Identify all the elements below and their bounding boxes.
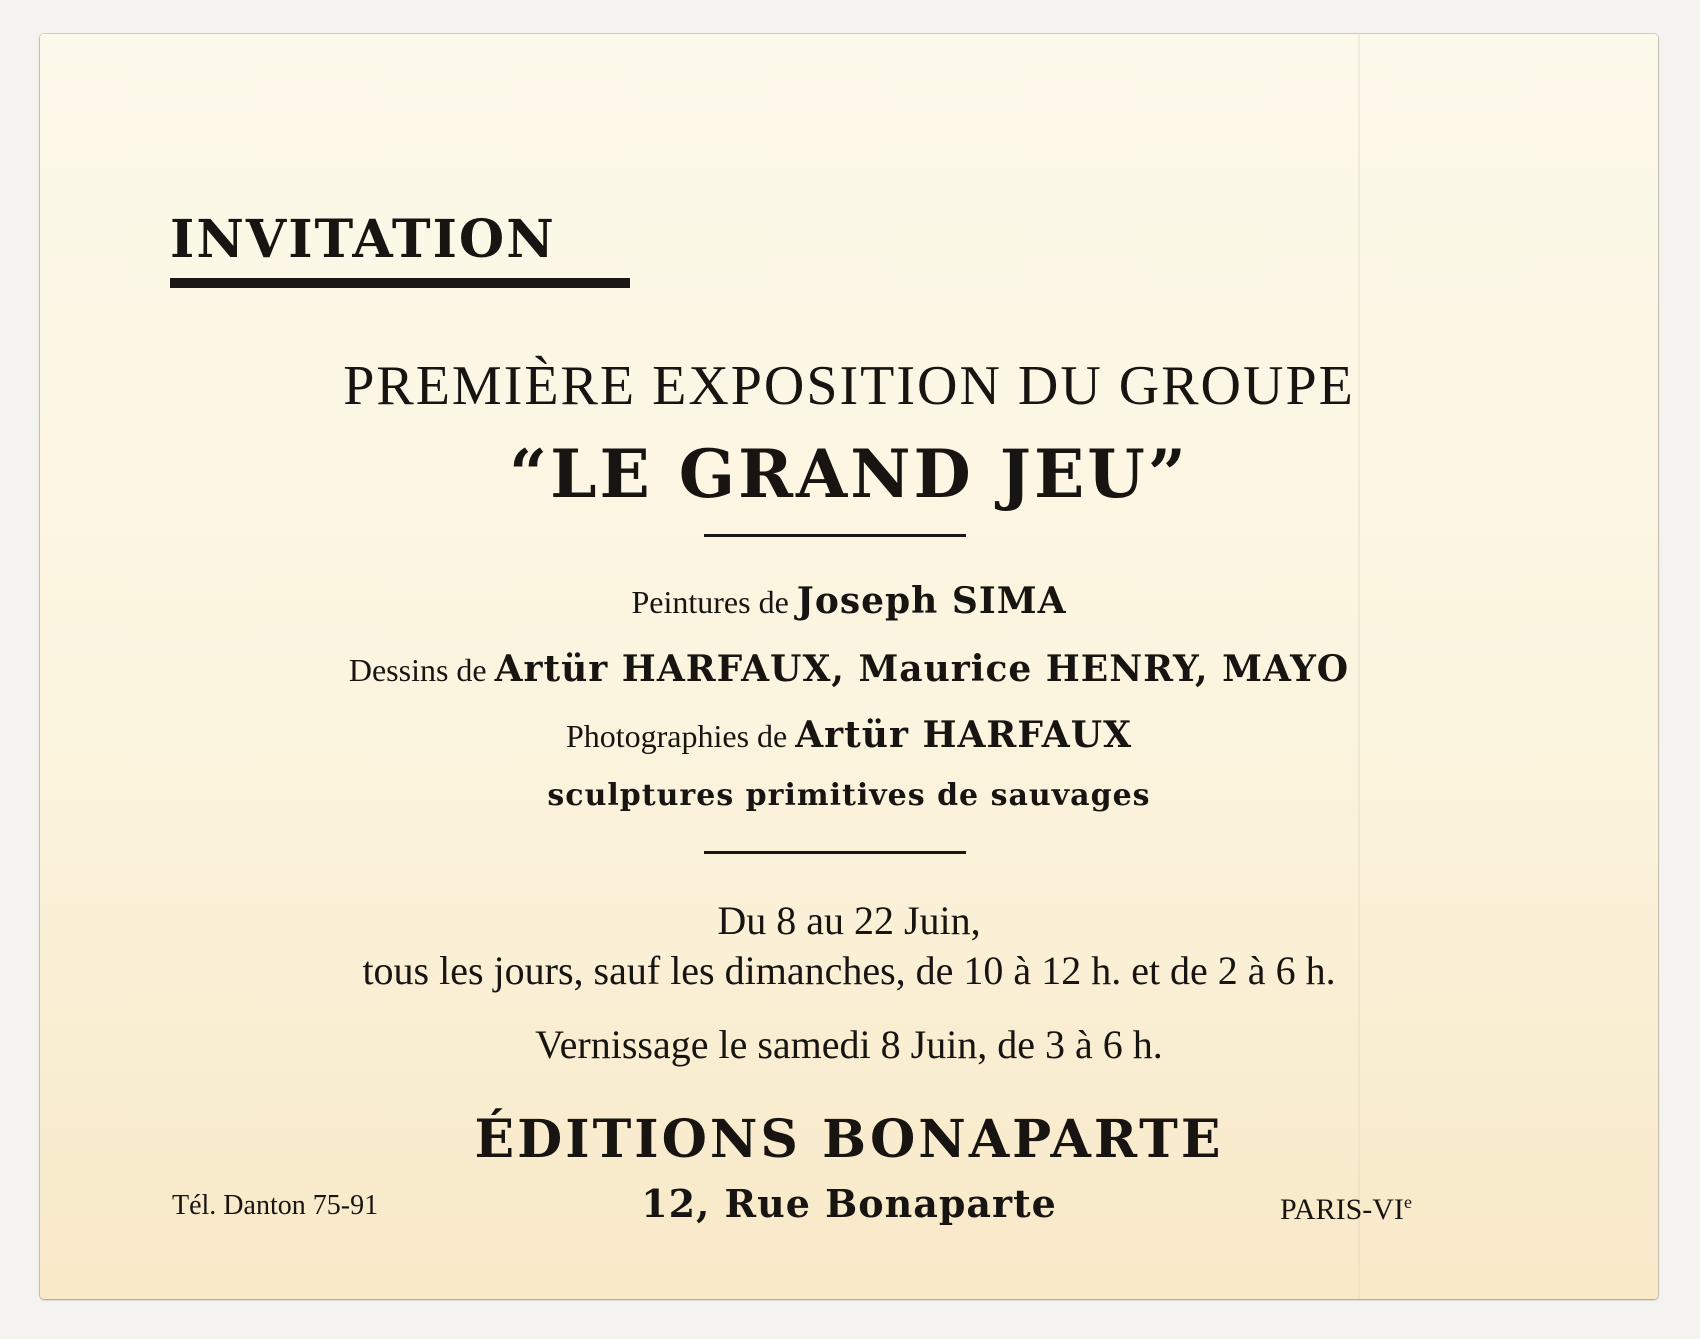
photographs-label: Photographies de xyxy=(565,718,788,754)
photographs-line xyxy=(40,712,1658,759)
group-name: “LE GRAND JEU” xyxy=(509,435,1189,513)
drawings-artists: Artür HARFAUX, Maurice HENRY, MAYO xyxy=(494,648,1350,690)
divider-top xyxy=(704,534,966,537)
invitation-card xyxy=(40,34,1658,1299)
hours-line: tous les jours, sauf les dimanches, de 10 à 12 h. et de 2 à 6 h. xyxy=(362,948,1336,993)
drawings-line xyxy=(40,646,1658,693)
exhibition-title: PREMIÈRE EXPOSITION DU GROUPE xyxy=(343,355,1355,417)
invitation-heading: INVITATION xyxy=(170,209,556,270)
paintings-label: Peintures de xyxy=(631,584,789,620)
dates-line: Du 8 au 22 Juin, xyxy=(717,898,981,943)
divider-bottom xyxy=(704,851,966,854)
paintings-line xyxy=(40,578,1658,625)
telephone: Tél. Danton 75-91 xyxy=(172,1190,379,1221)
drawings-label: Dessins de xyxy=(348,652,487,688)
vernissage-line: Vernissage le samedi 8 Juin, de 3 à 6 h. xyxy=(535,1022,1163,1067)
city-suffix: e xyxy=(1403,1192,1412,1212)
city-name: PARIS-VI xyxy=(1280,1193,1404,1226)
address: 12, Rue Bonaparte xyxy=(641,1181,1057,1226)
city xyxy=(1280,1182,1412,1230)
paintings-artists: Joseph SIMA xyxy=(796,580,1067,622)
sculptures-line: sculptures primitives de sauvages xyxy=(547,778,1151,813)
photographs-artists: Artür HARFAUX xyxy=(795,714,1133,756)
heading-underline xyxy=(170,278,630,288)
publisher-name: ÉDITIONS BONAPARTE xyxy=(474,1109,1224,1170)
